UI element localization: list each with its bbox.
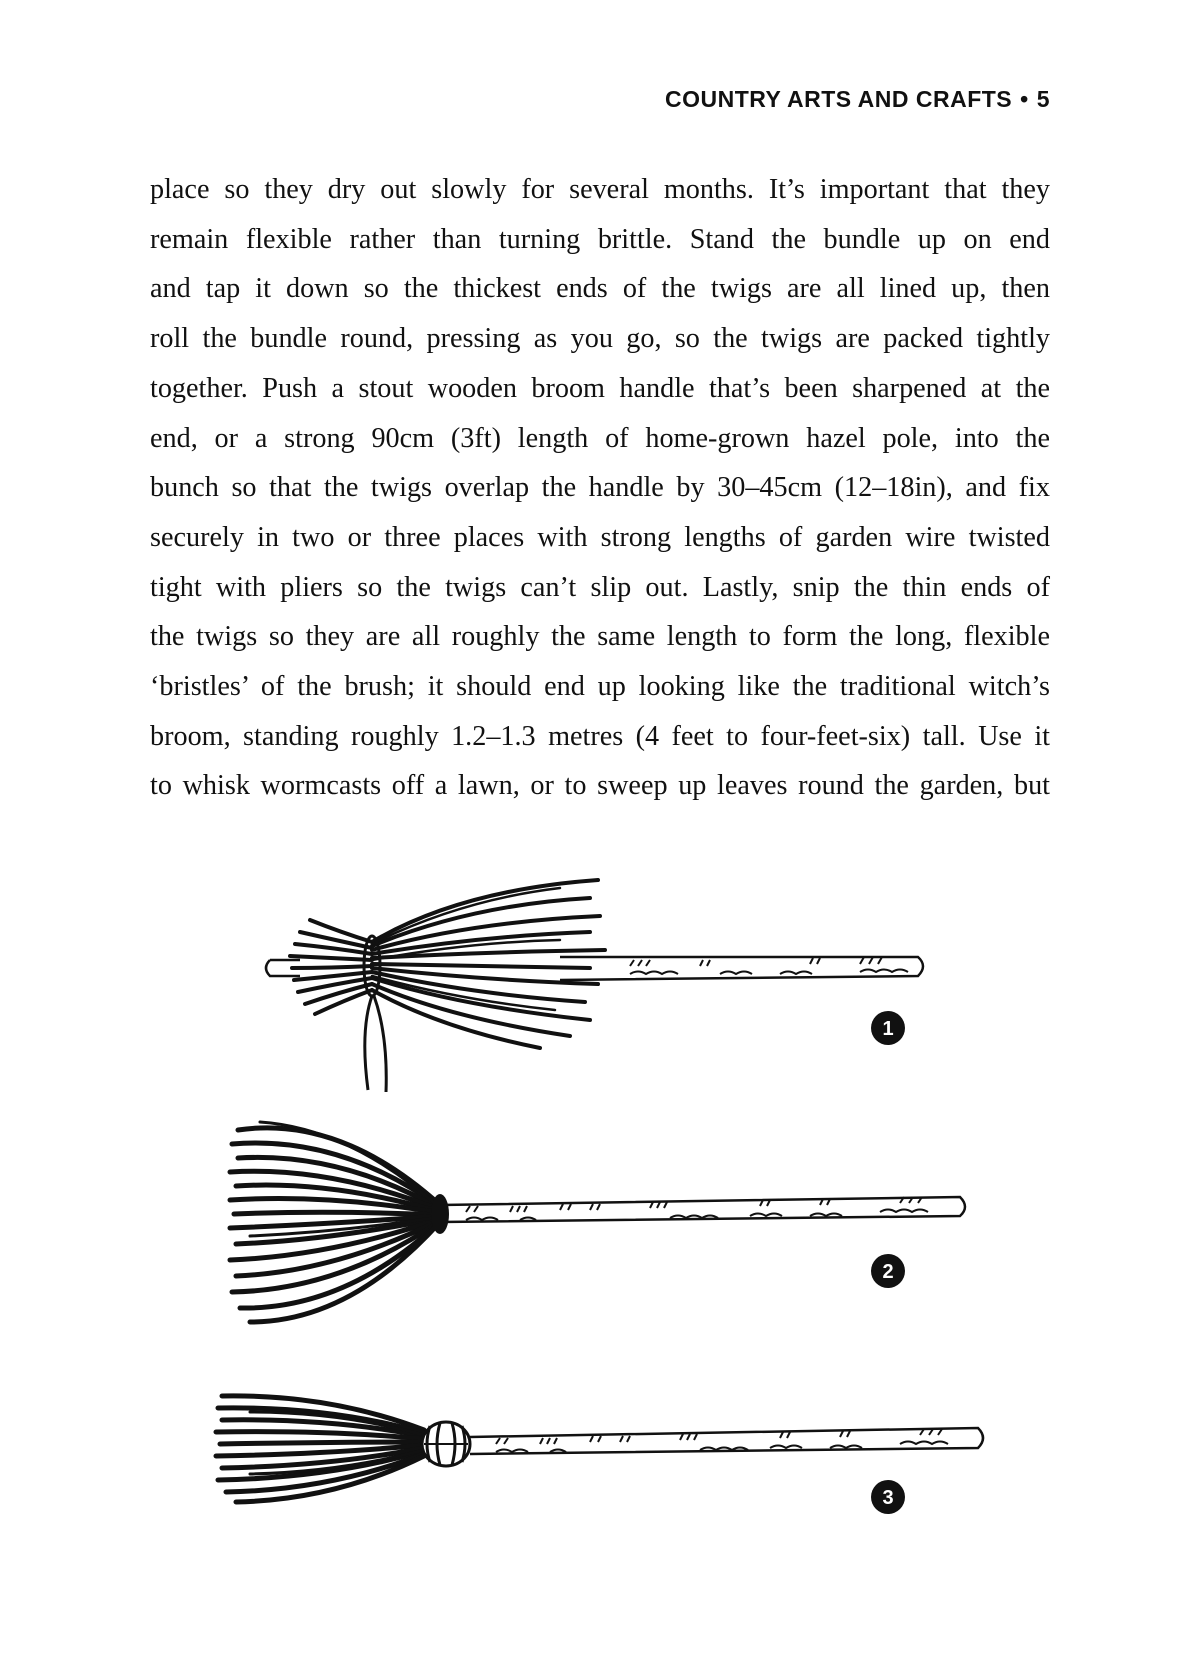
broom-step-3 (216, 1396, 983, 1514)
text-line: bunch so that the twigs overlap the handle by 30–45cm (12–18in), and fix (150, 472, 1050, 504)
header-title: COUNTRY ARTS AND CRAFTS (665, 86, 1013, 112)
twig-bundle-3 (216, 1396, 424, 1502)
twig-bundle-1 (290, 880, 605, 1048)
text-line: to whisk wormcasts off a lawn, or to sweep up leaves round the garden, but (150, 770, 1050, 802)
text-line: the twigs so they are all roughly the same length to form the long, flexible (150, 621, 1050, 653)
page-number: 5 (1036, 86, 1050, 112)
header-separator: • (1020, 86, 1029, 112)
broom-handle-3 (470, 1428, 983, 1454)
text-line: securely in two or three places with strong lengths of garden wire twisted (150, 521, 1050, 553)
twig-bundle-2 (230, 1122, 440, 1322)
binding-wire-2 (431, 1194, 449, 1234)
step-marker-1 (871, 1011, 905, 1045)
running-header (665, 86, 1050, 113)
text-line: broom, standing roughly 1.2–1.3 metres (4 feet to four-feet-six) tall. Use it (150, 720, 1050, 752)
body-paragraph (150, 165, 1050, 811)
step-marker-2 (871, 1254, 905, 1288)
step-label-1: 1 (882, 1018, 894, 1040)
broom-handle-2 (440, 1197, 965, 1222)
text-line: tight with pliers so the twigs can’t slip out. Lastly, snip the thin ends of (150, 571, 1050, 603)
text-line: and tap it down so the thickest ends of the twigs are all lined up, then (150, 273, 1050, 305)
step-label-3: 3 (882, 1487, 894, 1509)
text-line: roll the bundle round, pressing as you go, so the twigs are packed tightly (150, 323, 1050, 355)
text-line: remain flexible rather than turning brittle. Stand the bundle up on end (150, 223, 1050, 255)
binding-knot-3 (422, 1422, 470, 1466)
broom-illustration (0, 860, 1188, 1540)
broom-step-2 (230, 1122, 965, 1322)
text-line: place so they dry out slowly for several months. It’s important that they (150, 174, 1050, 205)
step-marker-3 (871, 1480, 905, 1514)
step-label-2: 2 (882, 1261, 894, 1283)
text-line: ‘bristles’ of the brush; it should end up looking like the traditional witch’s (150, 671, 1050, 703)
text-line: end, or a strong 90cm (3ft) length of home-grown hazel pole, into the (150, 422, 1050, 454)
text-line: together. Push a stout wooden broom handle that’s been sharpened at the (150, 372, 1050, 404)
broom-step-1 (266, 880, 923, 1092)
